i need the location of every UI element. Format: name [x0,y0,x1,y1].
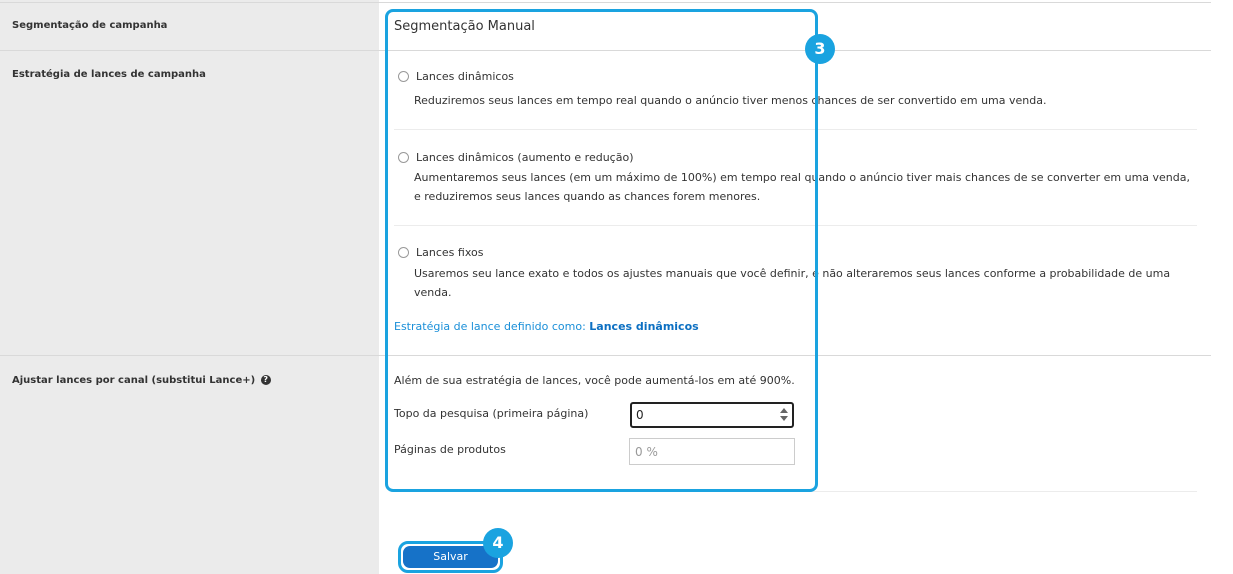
row-divider-1 [0,50,1211,51]
product-pages-input[interactable] [629,438,795,465]
adjust-bids-label [12,375,271,386]
radio-dynamic-down[interactable] [398,71,409,82]
left-label-column [0,0,379,574]
strategy-set-value: Lances dinâmicos [589,320,699,333]
option-dynamic-down[interactable] [398,70,514,83]
strategy-set-line [394,320,699,333]
option-dynamic-updown-desc: Aumentaremos seus lances (em um máximo de 100%) em tempo real quando o anúncio tiver mais chances de se converter em uma venda, e reduziremos seus lances quando as chances forem menores. [414,171,1190,203]
option-fixed-desc: Usaremos seu lance exato e todos os ajustes manuais que você definir, e não alteraremos seus lances conforme a probabilidade de uma venda. [414,267,1171,299]
number-spinner[interactable] [780,407,788,422]
step3-badge: 3 [805,34,835,64]
top-search-input[interactable] [630,402,794,428]
strategy-set-prefix: Estratégia de lance definido como: [394,320,586,333]
adjust-bids-label-text: Ajustar lances por canal (substitui Lance+) [12,375,256,386]
top-search-value: 0 [636,408,644,422]
targeting-label: Segmentação de campanha [12,20,168,31]
step4-badge: 4 [483,528,513,558]
section-bottom-separator [394,491,1197,492]
option-fixed-label: Lances fixos [416,246,484,259]
spinner-up-icon[interactable] [780,408,788,413]
question-circle-icon[interactable]: ? [261,375,271,385]
option-dynamic-down-label: Lances dinâmicos [416,70,514,83]
targeting-value: Segmentação Manual [394,19,535,34]
bid-strategy-label: Estratégia de lances de campanha [12,69,206,80]
product-pages-label: Páginas de produtos [394,443,506,456]
adjust-intro-text: Além de sua estratégia de lances, você pode aumentá-los em até 900%. [394,374,795,387]
save-button[interactable]: Salvar [403,546,498,568]
option-separator [394,225,1197,226]
top-search-label: Topo da pesquisa (primeira página) [394,407,589,420]
option-fixed[interactable] [398,246,483,259]
option-separator [394,129,1197,130]
option-dynamic-updown[interactable] [398,151,634,164]
option-dynamic-updown-label: Lances dinâmicos (aumento e redução) [416,151,634,164]
radio-dynamic-updown[interactable] [398,152,409,163]
option-dynamic-down-desc: Reduziremos seus lances em tempo real quando o anúncio tiver menos chances de ser convertido em uma venda. [414,94,1047,107]
radio-fixed[interactable] [398,247,409,258]
row-divider-2 [0,355,1211,356]
row-divider-top [0,2,1211,3]
product-pages-placeholder: 0 % [635,445,658,459]
spinner-down-icon[interactable] [780,416,788,421]
